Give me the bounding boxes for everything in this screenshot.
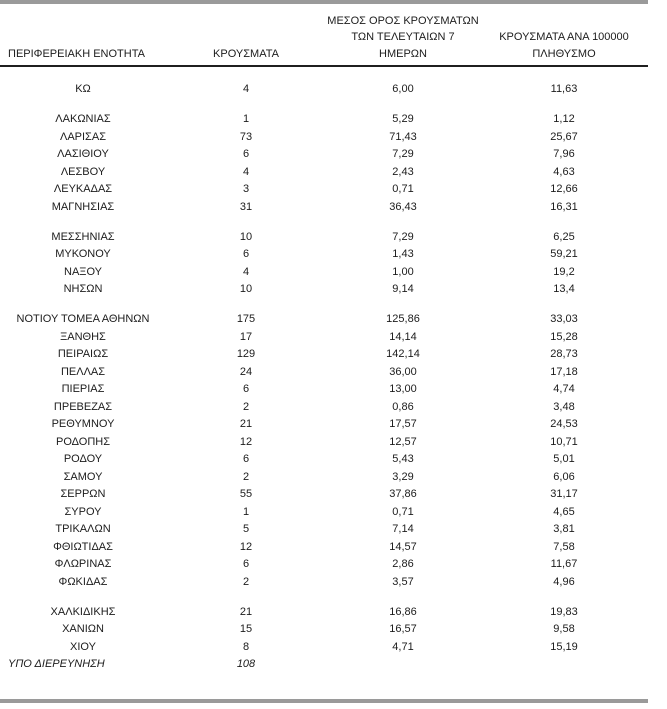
table-row — [0, 129, 648, 147]
cases-cell: 2 — [242, 470, 250, 483]
cases-cell: 15 — [239, 623, 253, 635]
cases-cell: 4 — [242, 83, 250, 95]
region-cell: ΜΕΣΣΗΝΙΑΣ — [51, 230, 115, 243]
per-100k-cell: 11,63 — [550, 83, 578, 95]
region-cell: ΡΟΔΟΥ — [63, 453, 103, 465]
cases-cell: 129 — [236, 348, 256, 360]
avg-7d-cell: 1,00 — [392, 265, 414, 278]
region-cell: ΛΑΣΙΘΙΟΥ — [57, 148, 109, 160]
table-row — [0, 329, 648, 347]
cases-cell: 12 — [239, 540, 253, 553]
avg-7d-cell: 16,86 — [389, 605, 417, 618]
table-row — [0, 451, 648, 469]
region-cell: ΜΑΓΝΗΣΙΑΣ — [51, 200, 115, 213]
per-100k-cell: 6,06 — [553, 470, 575, 483]
region-cell: ΠΕΙΡΑΙΩΣ — [57, 348, 109, 360]
avg-7d-cell: 12,57 — [389, 435, 417, 448]
cases-cell: 2 — [242, 400, 250, 413]
cases-cell: 5 — [242, 523, 250, 535]
table-row — [0, 364, 648, 382]
region-cell: ΦΘΙΩΤΙΔΑΣ — [53, 540, 113, 553]
cases-cell: 31 — [239, 200, 253, 213]
per-100k-cell: 3,81 — [553, 523, 575, 535]
avg-7d-cell: 5,43 — [392, 453, 414, 465]
avg-7d-cell: 36,43 — [389, 200, 417, 213]
table-row — [0, 346, 648, 364]
region-cell: ΧΑΛΚΙΔΙΚΗΣ — [50, 605, 116, 618]
region-cell: ΧΙΟΥ — [70, 640, 96, 653]
avg-7d-cell: 0,71 — [392, 505, 414, 518]
cases-cell: 10 — [239, 230, 253, 243]
per-100k-cell: 7,58 — [553, 540, 575, 553]
header-per-100k — [480, 29, 648, 62]
per-100k-cell: 25,67 — [550, 130, 578, 143]
region-cell: ΦΛΩΡΙΝΑΣ — [54, 558, 112, 570]
cases-cell: 1 — [242, 505, 250, 518]
avg-7d-cell: 6,00 — [392, 83, 414, 95]
region-cell: ΣΥΡΟΥ — [64, 505, 102, 518]
cases-cell: 8 — [242, 640, 250, 653]
per-100k-cell: 15,28 — [550, 330, 578, 343]
cases-cell: 2 — [242, 575, 250, 588]
per-100k-cell: 4,63 — [553, 165, 575, 178]
header-cases: ΚΡΟΥΣΜΑΤΑ — [213, 47, 279, 60]
avg-7d-cell: 7,29 — [392, 230, 414, 243]
cases-cell: 6 — [242, 383, 250, 395]
cases-cell: 17 — [239, 330, 253, 343]
table-row — [0, 639, 648, 657]
group-gap — [0, 216, 648, 229]
per-100k-cell: 13,4 — [553, 283, 575, 295]
cases-cell: 4 — [242, 265, 250, 278]
header-per-100k-line1: ΚΡΟΥΣΜΑΤΑ ΑΝΑ 100000 — [499, 31, 629, 43]
avg-7d-cell: 7,14 — [392, 523, 414, 535]
avg-7d-cell: 9,14 — [392, 283, 414, 295]
avg-7d-cell: 3,57 — [392, 575, 414, 588]
per-100k-cell: 4,96 — [553, 575, 575, 588]
cases-cell: 6 — [242, 248, 250, 260]
region-cell: ΝΟΤΙΟΥ ΤΟΜΕΑ ΑΘΗΝΩΝ — [16, 313, 150, 325]
region-cell: ΤΡΙΚΑΛΩΝ — [55, 523, 111, 535]
avg-7d-cell: 7,29 — [392, 148, 414, 160]
group-gap — [0, 99, 648, 112]
table-row — [0, 416, 648, 434]
cases-cell: 175 — [236, 313, 256, 325]
avg-7d-cell: 3,29 — [392, 470, 414, 483]
avg-7d-cell: 2,43 — [392, 165, 414, 178]
region-cell: ΧΑΝΙΩΝ — [62, 623, 104, 635]
region-cell: ΦΩΚΙΔΑΣ — [58, 575, 108, 588]
header-per-100k-line2: ΠΛΗΘΥΣΜΟ — [532, 47, 596, 60]
avg-7d-cell: 1,43 — [392, 248, 414, 260]
group-gap — [0, 591, 648, 604]
per-100k-cell: 17,18 — [550, 365, 578, 378]
cases-cell: 55 — [239, 488, 253, 500]
cases-cell: 3 — [242, 183, 250, 195]
avg-7d-cell: 71,43 — [389, 130, 417, 143]
avg-7d-cell: 125,86 — [386, 313, 420, 325]
table-row — [0, 469, 648, 487]
region-cell: ΚΩ — [75, 83, 91, 95]
table-row — [0, 229, 648, 247]
avg-7d-cell: 17,57 — [389, 418, 417, 430]
per-100k-cell: 9,58 — [553, 623, 575, 635]
cases-cell: 21 — [239, 605, 253, 618]
region-cell: ΜΥΚΟΝΟΥ — [55, 248, 111, 260]
avg-7d-cell: 14,14 — [389, 330, 417, 343]
table-row — [0, 434, 648, 452]
header-avg-7d-line3: ΗΜΕΡΩΝ — [379, 47, 427, 60]
table-row — [0, 199, 648, 217]
region-cell: ΛΕΣΒΟΥ — [60, 165, 106, 178]
region-cell: ΛΑΚΩΝΙΑΣ — [55, 113, 111, 125]
table-row — [0, 81, 648, 99]
group-gap — [0, 299, 648, 312]
cases-cell: 24 — [239, 365, 253, 378]
cases-cell: 12 — [239, 435, 253, 448]
region-cell: ΣΕΡΡΩΝ — [60, 488, 106, 500]
table-footer-row — [0, 656, 648, 674]
cases-cell: 6 — [242, 148, 250, 160]
per-100k-cell: 33,03 — [550, 313, 578, 325]
per-100k-cell: 12,66 — [550, 183, 578, 195]
region-cell: ΥΠΟ ΔΙΕΡΕΥΝΗΣΗ — [8, 658, 105, 670]
per-100k-cell: 15,19 — [550, 640, 578, 653]
per-100k-cell: 10,71 — [550, 435, 578, 448]
table-row — [0, 311, 648, 329]
table-row — [0, 264, 648, 282]
per-100k-cell: 3,48 — [553, 400, 575, 413]
table-row — [0, 246, 648, 264]
table-row — [0, 399, 648, 417]
region-cell: ΡΕΘΥΜΝΟΥ — [51, 418, 115, 430]
cases-cell: 10 — [239, 283, 253, 295]
cases-cell: 73 — [239, 130, 253, 143]
table-row — [0, 381, 648, 399]
avg-7d-cell — [326, 656, 480, 674]
table-row — [0, 486, 648, 504]
header-avg-7d-line1: ΜΕΣΟΣ ΟΡΟΣ ΚΡΟΥΣΜΑΤΩΝ — [327, 14, 479, 27]
table-row — [0, 556, 648, 574]
avg-7d-cell: 16,57 — [389, 623, 417, 635]
region-cell: ΠΕΛΛΑΣ — [60, 365, 106, 378]
avg-7d-cell: 14,57 — [389, 540, 417, 553]
table-row — [0, 111, 648, 129]
cases-cell: 1 — [242, 113, 250, 125]
table-row — [0, 539, 648, 557]
header-avg-7d-line2: ΤΩΝ ΤΕΛΕΥΤΑΙΩΝ 7 — [351, 31, 455, 43]
per-100k-cell: 19,83 — [550, 605, 578, 618]
avg-7d-cell: 5,29 — [392, 113, 414, 125]
avg-7d-cell: 37,86 — [389, 488, 417, 500]
table-row — [0, 521, 648, 539]
per-100k-cell: 7,96 — [553, 148, 575, 160]
region-cell: ΠΡΕΒΕΖΑΣ — [53, 400, 113, 413]
cases-cell: 108 — [236, 658, 256, 670]
per-100k-cell: 6,25 — [553, 230, 575, 243]
per-100k-cell: 19,2 — [553, 265, 575, 278]
region-cell: ΣΑΜΟΥ — [63, 470, 103, 483]
cases-cell: 6 — [242, 558, 250, 570]
per-100k-cell: 28,73 — [550, 348, 578, 360]
per-100k-cell: 4,65 — [553, 505, 575, 518]
per-100k-cell: 31,17 — [550, 488, 578, 500]
header-avg-7d — [326, 13, 480, 63]
per-100k-cell: 5,01 — [553, 453, 575, 465]
region-cell: ΡΟΔΟΠΗΣ — [55, 435, 111, 448]
avg-7d-cell: 0,86 — [392, 400, 414, 413]
cases-cell: 6 — [242, 453, 250, 465]
avg-7d-cell: 36,00 — [389, 365, 417, 378]
per-100k-cell: 4,74 — [553, 383, 575, 395]
per-100k-cell: 24,53 — [550, 418, 578, 430]
table-body — [0, 67, 648, 699]
per-100k-cell: 11,67 — [550, 558, 578, 570]
per-100k-cell — [480, 656, 648, 674]
table-header-row — [0, 4, 648, 65]
region-cell: ΝΑΞΟΥ — [64, 265, 102, 278]
per-100k-cell: 16,31 — [550, 200, 578, 213]
avg-7d-cell: 0,71 — [392, 183, 414, 195]
table-row — [0, 504, 648, 522]
per-100k-cell: 1,12 — [553, 113, 575, 125]
avg-7d-cell: 142,14 — [386, 348, 420, 360]
avg-7d-cell: 4,71 — [392, 640, 414, 653]
table-row — [0, 574, 648, 592]
cases-cell: 4 — [242, 165, 250, 178]
table-row — [0, 181, 648, 199]
region-cell: ΛΕΥΚΑΔΑΣ — [53, 183, 113, 195]
region-cell: ΞΑΝΘΗΣ — [60, 330, 106, 343]
table-row — [0, 146, 648, 164]
table-row — [0, 164, 648, 182]
table-row — [0, 604, 648, 622]
avg-7d-cell: 2,86 — [392, 558, 414, 570]
header-region: ΠΕΡΙΦΕΡΕΙΑΚΗ ΕΝΟΤΗΤΑ — [8, 47, 145, 60]
per-100k-cell: 59,21 — [550, 248, 578, 260]
region-cell: ΛΑΡΙΣΑΣ — [59, 130, 106, 143]
table-row — [0, 621, 648, 639]
cases-cell: 21 — [239, 418, 253, 430]
region-cell: ΝΗΣΩΝ — [63, 283, 103, 295]
table-bottom-rule — [0, 699, 648, 703]
table-row — [0, 281, 648, 299]
avg-7d-cell: 13,00 — [389, 383, 417, 395]
region-cell: ΠΙΕΡΙΑΣ — [61, 383, 105, 395]
